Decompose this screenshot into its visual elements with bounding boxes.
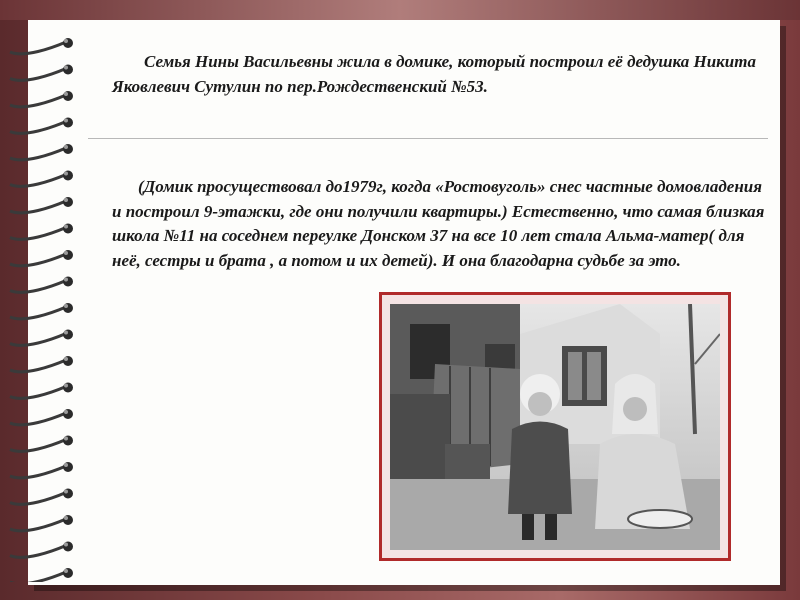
- photo-frame: [379, 292, 731, 561]
- slide-top-band: [0, 0, 800, 20]
- spiral-binding-icon: [4, 22, 84, 582]
- divider-line: [88, 138, 768, 139]
- paragraph-school-history: (Домик просуществовал до1979г, когда «Ростовуголь» снес частные домовладения и построил 9-этажки, где они получили квартиры.) Естественно, что самая близкая школа №11 на соседнем переулке Донском 37 на все 10 лет стала Альма-матер( для неё, сестры и брата , а потом и их детей). И она благодарна судьбе за это.: [112, 177, 765, 270]
- children-photo-icon: [390, 304, 720, 550]
- paragraph-family-house: Семья Нины Васильевны жила в домике, который построил её дедушка Никита Яковлевич Сутулин по пер.Рождественский №53.: [112, 52, 756, 96]
